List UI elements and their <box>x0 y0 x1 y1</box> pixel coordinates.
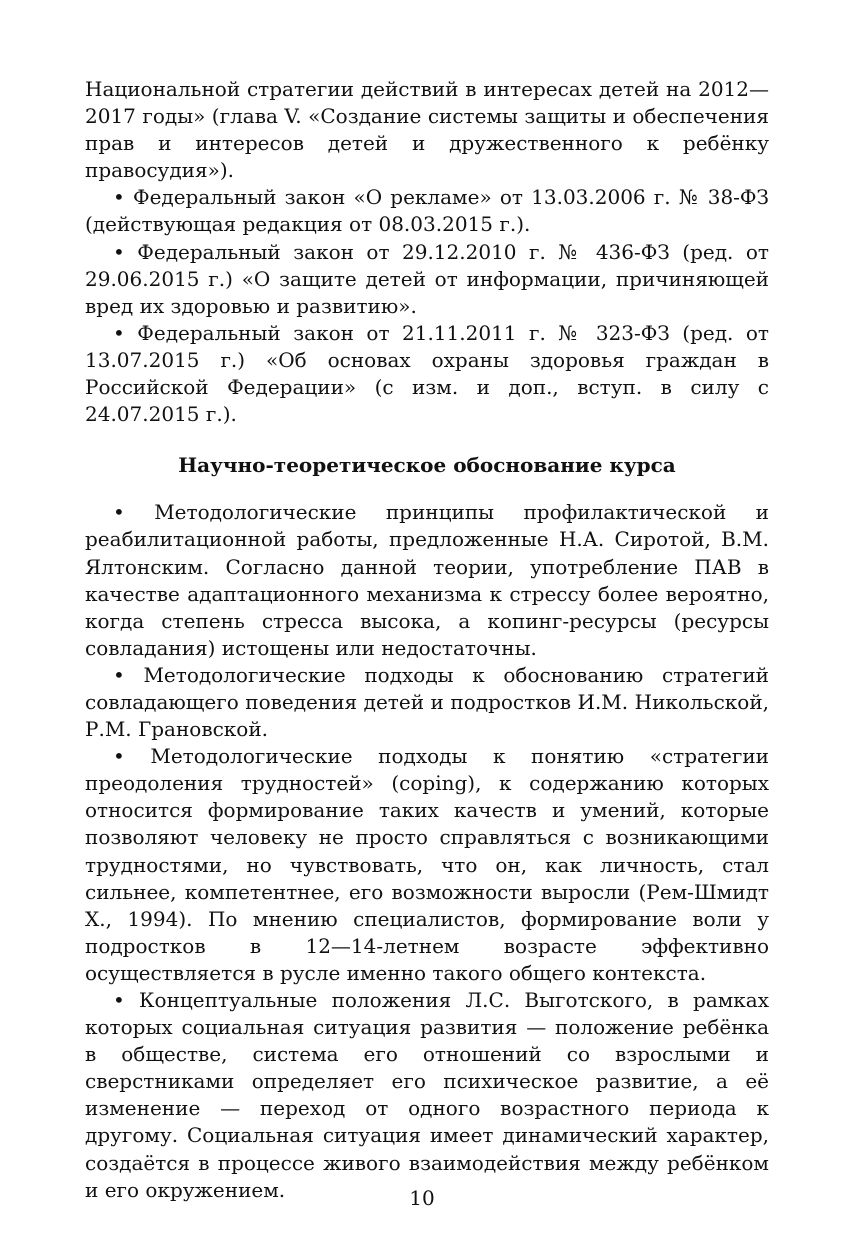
law-item-advertising: • Федеральный закон «О рекламе» от 13.03.2006 г. № 38-ФЗ (действующая редакция от 08.03.2015 г.). <box>85 185 769 237</box>
principle-item-vygotsky: • Концептуальные положения Л.С. Выготского, в рамках которых социальная ситуация развития — положение ребёнка в обществе, система его отношений со взрослыми и сверстниками определяет его психическое развитие, а её изменение — переход от одного возрастного периода к другому. Социальная ситуация имеет динамический характер, создаётся в процессе живого взаимодействия между ребёнком и его окружением. <box>85 988 769 1202</box>
page-body <box>85 76 769 1204</box>
principle-item-sirota: • Методологические принципы профилактической и реабилитационной работы, предложенные Н.А. Сиротой, В.М. Ялтонским. Согласно данной теории, употребление ПАВ в качестве адаптационного механизма к стрессу более вероятно, когда степень стресса высока, а копинг-ресурсы (ресурсы совладания) истощены или недостаточны. <box>85 500 769 660</box>
law-item-child-protection: • Федеральный закон от 29.12.2010 г. № 436-ФЗ (ред. от 29.06.2015 г.) «О защите детей от информации, причиняющей вред их здоровью и развитию». <box>85 239 769 318</box>
section-heading: Научно-теоретическое обоснование курса <box>178 453 676 478</box>
law-item-health: • Федеральный закон от 21.11.2011 г. № 323-ФЗ (ред. от 13.07.2015 г.) «Об основах охраны здоровья граждан в Российской Федерации» (с изм. и доп., вступ. в силу с 24.07.2015 г.). <box>85 320 769 427</box>
continuation-paragraph: Национальной стратегии действий в интересах детей на 2012—2017 годы» (глава V. «Создание системы защиты и обеспечения прав и интересов детей и дружественного к ребёнку правосудия»). <box>85 77 769 183</box>
page-number: 10 <box>409 1186 435 1210</box>
principle-item-coping: • Методологические подходы к понятию «стратегии преодоления трудностей» (coping), к содержанию которых относится формирование таких качеств и умений, которые позволяют человеку не просто справляться с возникающими трудностями, но чувствовать, что он, как личность, стал сильнее, компетентнее, его возможности выросли (Рем-Шмидт Х., 1994). По мнению специалистов, формирование воли у подростков в 12—14-летнем возрасте эффективно осуществляется в русле именно такого общего контекста. <box>85 744 769 985</box>
principle-item-nikolskaya: • Методологические подходы к обоснованию стратегий совладающего поведения детей и подростков И.М. Никольской, Р.М. Грановской. <box>85 662 769 742</box>
